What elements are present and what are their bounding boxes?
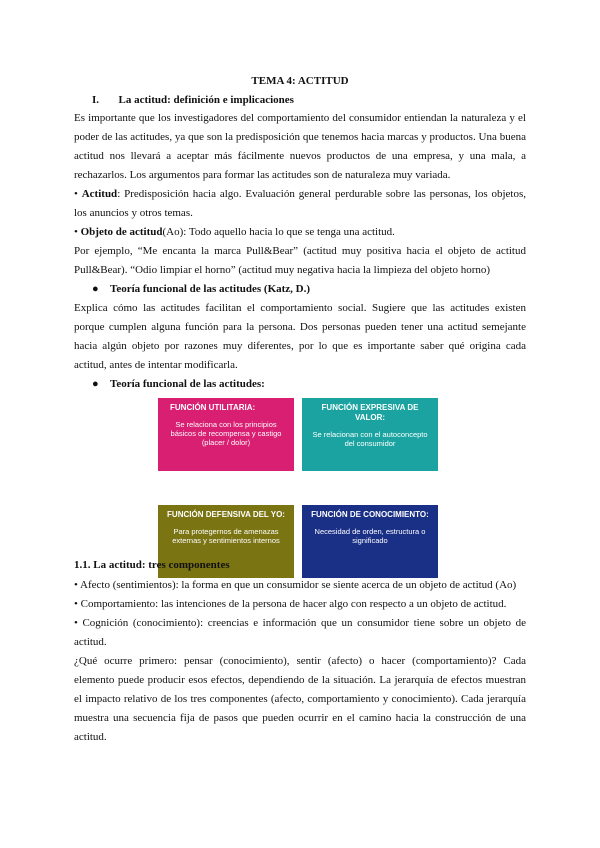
component-text: Afecto (sentimientos): la forma en que un consumidor se siente acerca de un objeto de actitud (Ao) [80,579,517,591]
component-afecto [74,576,526,595]
function-title: FUNCIÓN DE CONOCIMIENTO: [311,510,429,519]
bullet: • [74,617,78,629]
function-title: FUNCIÓN UTILITARIA: [170,403,256,412]
definition-objeto [74,223,526,242]
term-actitud: Actitud [81,188,118,200]
bullet: ● [92,283,99,295]
page-title: TEMA 4: ACTITUD [251,75,349,87]
term-objeto: Objeto de actitud [80,226,163,238]
definition-text: (Ao): Todo aquello hacia lo que se tenga una actitud. [162,226,395,238]
bullet: ● [92,378,99,390]
function-desc: Necesidad de orden, estructura o significado [314,527,426,545]
component-cognicion [74,614,526,652]
heading-katz-text: Teoría funcional de las actitudes (Katz, D.) [110,283,311,295]
function-title: FUNCIÓN EXPRESIVA DE VALOR: [321,403,419,422]
closing-paragraph: ¿Qué ocurre primero: pensar (conocimiento), sentir (afecto) o hacer (comportamiento)? Cada elemento puede producir esos efectos, dependiendo de la situación. La jerarquía de efectos muestran el impacto relativo de los tres componentes (afecto, comportamiento y conocimiento). Cada jerarquía muestra una secuencia fija de pasos que pueden ocurrir en el camino hacia la construcción de una actitud. [74,655,526,743]
bullet: • [74,188,78,200]
bullet: • [74,579,78,591]
function-box-expresiva [302,398,438,471]
heading-katz [92,283,310,295]
component-text: Cognición (conocimiento): creencias e información que un consumidor tiene sobre un objeto de actitud. [74,617,527,648]
definition-actitud [74,185,526,223]
katz-paragraph: Explica cómo las actitudes facilitan el comportamiento social. Sugiere que las actitudes existen porque cumplen alguna función para la persona. Dos personas pueden tener una actitud semejante hacia algún objeto por razones muy diferentes, por lo que es importante saber qué origina cada actitud, antes de intentar modificarla. [74,302,526,371]
definition-text: : Predisposición hacia algo. Evaluación general perdurable sobre las personas, los objetos, los anuncios y otros temas. [74,188,526,219]
intro-paragraph: Es importante que los investigadores del comportamiento del consumidor entiendan la naturaleza y el poder de las actitudes, ya que son la predisposición que tenemos hacia marcas y productos. Una buena actitud nos llevará a aceptar más fácilmente nuevos productos de una empresa, y una mala, a rechazarlos. Los argumentos para formar las actitudes son de naturaleza muy variada. [74,112,526,181]
section-1-title: La actitud: definición e implicaciones [118,94,294,106]
component-text: Comportamiento: las intenciones de la persona de hacer algo con respecto a un objeto de actitud. [80,598,507,610]
section-1-1-heading: 1.1. La actitud: tres componentes [74,559,230,571]
example-paragraph: Por ejemplo, “Me encanta la marca Pull&Bear” (actitud muy positiva hacia el objeto de actitud Pull&Bear). “Odio limpiar el horno” (actitud muy negativa hacia la limpieza del objeto horno) [74,245,526,276]
function-box-conocimiento [302,505,438,578]
function-box-utilitaria [158,398,294,471]
function-desc: Se relacionan con el autoconcepto del consumidor [312,430,428,448]
bullet: • [74,226,78,238]
function-desc: Se relaciona con los principios básicos de recompensa y castigo (placer / dolor) [170,420,282,447]
heading-teoria [92,378,265,390]
section-1-heading [92,94,294,106]
heading-teoria-text: Teoría funcional de las actitudes: [110,378,265,390]
section-1-number: I. [92,94,100,106]
functions-diagram [158,398,438,578]
component-comportamiento [74,595,526,614]
bullet: • [74,598,78,610]
function-title: FUNCIÓN DEFENSIVA DEL YO: [167,510,285,519]
function-desc: Para protegernos de amenazas externas y sentimientos internos [172,527,280,545]
